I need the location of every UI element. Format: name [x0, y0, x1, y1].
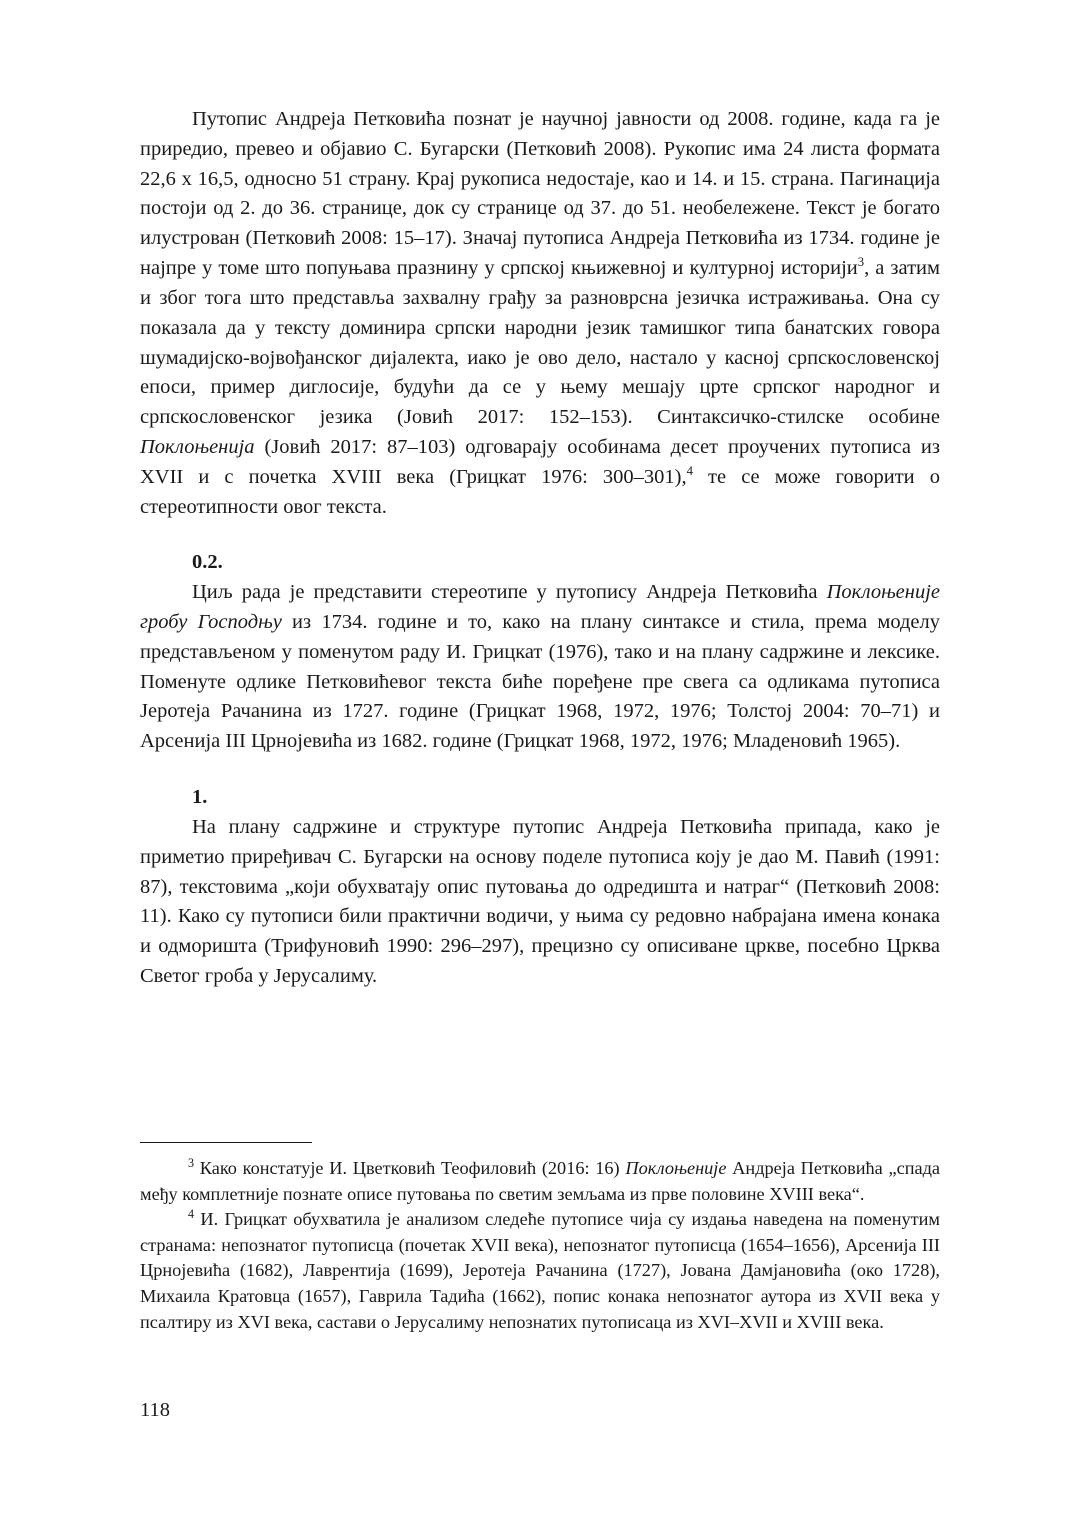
text-run: Андреја Петковића „спада међу комплетније познате описе путовања по светим земљама из прве половине XVIII века“. — [140, 1158, 941, 1204]
footnote-3 — [140, 1156, 940, 1207]
text-run: И. Грицкат обухватила је анализом следеће путописе чија су издања наведена на поменутим странама: непознатог путописца (почетак XVII века), непознатог путописца (1654–1656), Арсенија III Црнојевића (1682), Лаврентија (1699), Јеротеја Рачанина (1727), Јована Дамјановића (око 1728), Михаила Кратовца (1657), Гаврила Тадића (1662), попис конака непознатог аутора из XVII века у псалтиру из XVI века, састави о Јерусалиму непознатих путописаца из XVI–XVII и XVIII века. — [140, 1209, 940, 1332]
section-block-1 — [140, 783, 940, 992]
text-run: Циљ рада је представити стереотипе у путопису Андреја Петковића — [192, 581, 827, 604]
footnote-separator-rule — [140, 1142, 312, 1143]
footnote-reference: 4 — [686, 463, 693, 478]
paragraph-0-2 — [140, 578, 940, 757]
paragraph-0-1 — [140, 105, 940, 522]
footnotes-area — [140, 1142, 940, 1335]
italic-title: Поклоњеније — [625, 1158, 727, 1178]
page-number: 118 — [140, 1399, 170, 1421]
italic-title: Поклоњенија — [140, 435, 255, 458]
section-number-1: 1. — [192, 786, 208, 809]
footnote-marker: 3 — [188, 1155, 195, 1170]
footnote-4 — [140, 1207, 940, 1335]
footnote-marker: 4 — [188, 1207, 195, 1222]
section-block-0-2 — [140, 548, 940, 757]
text-run: Путопис Андреја Петковића познат је научној јавности од 2008. године, када га је приредио, превео и објавио С. Бугарски (Петковић 2008). Рукопис има 24 листа формата 22,6 х 16,5, односно 51 страну. Крај рукописа недостаје, као и 14. и 15. страна. Пагинација постоји од 2. до 36. странице, док су странице од 37. до 51. необележене. Текст је богато илустрован (Петковић 2008: 15–17). Значај путописа Андреја Петковића из 1734. године је најпре у томе што попуњава празнину у српској књижевној и културној историји — [140, 108, 940, 280]
page-body — [140, 105, 940, 992]
text-run: (Јовић 2017: 87–103) одговарају особинама десет проучених путописа из XVII и с почетка XVIII века (Грицкат 1976: 300–301), — [140, 435, 940, 488]
text-run: , а затим и због тога што представља захвалну грађу за разноврсна језичка истраживања. Она су показала да у тексту доминира српски народни језик тамишког типа банатских говора шумадијско-војвођанског дијалекта, иако је ово дело, настало у касној српскословенској епоси, пример диглосије, будући да се у њему мешају црте српског народног и српскословенског језика (Јовић 2017: 152–153). Синтаксичко-стилске особине — [140, 257, 940, 429]
italic-title: Поклоњеније гробу Господњу — [140, 581, 940, 633]
text-run: На плану садржине и структуре путопис Андреја Петковића припада, како је приметио приређивач С. Бугарски на основу поделе путописа коју је дао М. Павић (1991: 87), текстовима „који обухватају опис путовања до одредишта и натраг“ (Петковић 2008: 11). Како су путописи били практични водичи, у њима су редовно набрајана имена конака и одморишта (Трифуновић 1990: 296–297), прецизно су описиване цркве, посебно Црква Светог гроба у Јерусалиму. — [140, 815, 940, 987]
section-number-0-2: 0.2. — [192, 551, 223, 574]
paragraph-1 — [140, 813, 940, 992]
text-run: Како констатује И. Цветковић Теофиловић (2016: 16) — [194, 1158, 626, 1178]
text-run: те се може говорити о стереотипности овог текста. — [140, 465, 940, 518]
footnote-reference: 3 — [857, 255, 865, 270]
text-run: из 1734. године и то, како на плану синтаксе и стила, према моделу представљеном у поменутом раду И. Грицкат (1976), тако и на плану садржине и лексике. Поменуте одлике Петковићевог текста биће поређене пре свега са одликама путописа Јеротеја Рачанина из 1727. године (Грицкат 1968, 1972, 1976; Толстој 2004: 70–71) и Арсенија III Црнојевића из 1682. године (Грицкат 1968, 1972, 1976; Младеновић 1965). — [140, 611, 940, 753]
